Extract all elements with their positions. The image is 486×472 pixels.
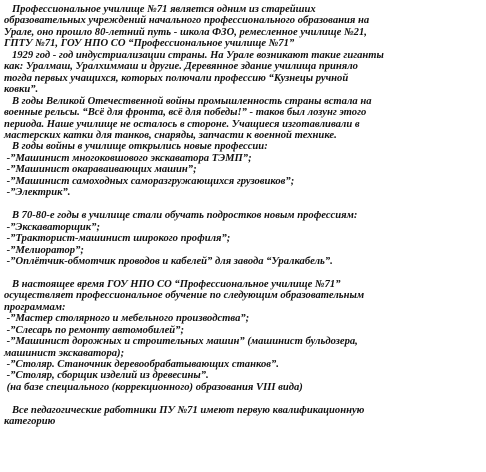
text-line: Все педагогические работники ПУ №71 имеют первую квалификационную — [4, 404, 365, 416]
paragraph-spacer — [4, 199, 484, 210]
text-line: (на базе специального (коррекционного) образования VIII вида) — [4, 381, 303, 393]
list-item: -”Машинист самоходных саморазгружающихся грузовиков”; — [4, 175, 295, 187]
text-line: как: Уралмаш, Уралхиммаш и другие. Деревянное здание училища приняло — [4, 61, 358, 73]
text-line: В годы войны в училище открылись новые профессии: — [4, 141, 268, 153]
list-item: -”Электрик”. — [4, 187, 71, 199]
paragraph-spacer — [4, 267, 484, 278]
paragraph-war-years — [4, 96, 484, 199]
text-line: периода. Наше училище не осталось в стороне. Учащиеся изготавливали в — [4, 118, 360, 130]
text-line: образовательных учреждений начального профессионального образования на — [4, 15, 370, 27]
list-item: -”Машинист многоковшового экскаватора ТЭМП”; — [4, 152, 252, 164]
list-item: -”Столяр, сборщик изделий из древесины”. — [4, 370, 209, 382]
text-line: Урале, оно прошло 80-летний путь - школа ФЗО, ремесленное училище №21, — [4, 26, 367, 38]
text-line: 1929 год - год индустриализации страны. На Урале возникают такие гиганты — [4, 49, 384, 61]
paragraph-present-time — [4, 279, 484, 394]
paragraph-seventies-eighties — [4, 210, 484, 267]
list-item: -”Оплётчик-обмотчик проводов и кабелей” для завода “Уралкабель”. — [4, 255, 333, 267]
list-item: -”Слесарь по ремонту автомобилей”; — [4, 324, 184, 336]
text-line: машинист экскаватора); — [4, 347, 125, 359]
text-line: мастерских катки для танков, снаряды, запчасти к военной технике. — [4, 129, 337, 141]
list-item: -”Машинист дорожных и строительных машин” (машинист бульдозера, — [4, 336, 358, 348]
list-item: -”Мастер столярного и мебельного производства”; — [4, 313, 250, 325]
text-line: ГПТУ №71, ГОУ НПО СО “Профессиональное училище №71” — [4, 38, 295, 50]
text-line: категорию — [4, 416, 56, 428]
text-line: В годы Великой Отечественной войны промышленность страны встала на — [4, 95, 372, 107]
text-line: военные рельсы. “Всё для фронта, всё для победы!” - таков был лозунг этого — [4, 107, 367, 119]
list-item: -”Мелиоратор”; — [4, 244, 84, 256]
list-item: -”Машинист окараваивающих машин”; — [4, 164, 197, 176]
list-item: -”Столяр. Станочник деревообрабатывающих станков”. — [4, 359, 279, 371]
text-line: тогда первых учащихся, которых полючали профессию “Кузнецы ручной — [4, 72, 349, 84]
paragraph-staff — [4, 405, 484, 428]
text-line: В настоящее время ГОУ НПО СО “Профессиональное училище №71” — [4, 278, 341, 290]
list-item: -”Экскаваторщик”; — [4, 221, 101, 233]
text-line: Профессиональное училище №71 является одним из старейших — [4, 4, 316, 15]
list-item: -”Тракторист-машинист широкого профиля”; — [4, 233, 231, 245]
text-line: осуществляет профессиональное обучение по следующим образовательным — [4, 290, 365, 302]
paragraph-spacer — [4, 393, 484, 404]
text-line: В 70-80-е годы в училище стали обучать подростков новым профессиям: — [4, 210, 358, 222]
text-line: ковки”. — [4, 84, 39, 96]
paragraph-history-intro — [4, 4, 484, 96]
text-line: программам: — [4, 301, 66, 313]
